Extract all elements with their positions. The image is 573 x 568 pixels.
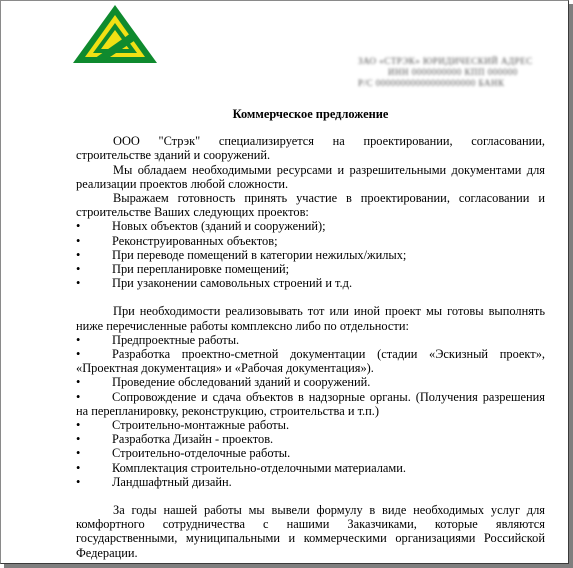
project-types-list <box>76 219 545 290</box>
list-item: • Строительно-монтажные работы. <box>76 418 290 433</box>
bullet-icon: • <box>76 474 81 489</box>
bullet-icon: • <box>76 262 81 277</box>
bullet-icon: • <box>76 446 81 461</box>
intro-paragraph-3: Выражаем готовность принять участие в проектировании, согласовании и строительстве Ваших следующих проектов: <box>76 191 545 220</box>
list-item: • Реконструированных объектов; <box>76 233 278 248</box>
list-item: • Новых объектов (зданий и сооружений); <box>76 219 326 234</box>
document-title: Коммерческое предложение <box>232 107 389 121</box>
company-logo-icon <box>71 3 159 65</box>
page-shadow-right <box>569 4 573 568</box>
bullet-icon: • <box>76 375 81 390</box>
bullet-icon: • <box>76 418 81 433</box>
list-item: • Строительно-отделочные работы. <box>76 446 291 461</box>
bullet-icon: • <box>76 432 81 447</box>
bullet-icon: • <box>76 219 81 234</box>
intro-paragraph-2: Мы обладаем необходимыми ресурсами и разрешительными документами для реализации проектов любой сложности. <box>76 162 545 191</box>
bullet-icon: • <box>76 276 81 291</box>
blurred-address-line-3: Р/С 00000000000000000000 БАНК <box>358 78 505 88</box>
bullet-icon: • <box>76 233 81 248</box>
bullet-icon: • <box>76 347 81 362</box>
list-item: • Предпроектные работы. <box>76 332 240 347</box>
list-item: • При переводе помещений в категории нежилых/жилых; <box>76 247 407 262</box>
list-item: • Разработка Дизайн - проектов. <box>76 432 274 447</box>
middle-paragraph: При необходимости реализовывать тот или иной проект мы готовы выполнять ниже перечисленные работы комплексно либо по отдельности: <box>76 304 545 333</box>
page-shadow-bottom <box>4 564 573 568</box>
list-item: • Разработка проектно-сметной документации (стадии «Эскизный проект», «Проектная документация» и «Рабочая документация»). <box>76 347 545 376</box>
bullet-icon: • <box>76 389 81 404</box>
blurred-address-line-2: ИНН 0000000000 КПП 000000 <box>388 67 518 77</box>
list-item: • Сопровождение и сдача объектов в надзорные органы. (Получения разрешения на перепланировку, реконструкцию, строительства и т.п.) <box>76 389 545 418</box>
blurred-address-line-1: ЗАО «СТРЭК» ЮРИДИЧЕСКИЙ АДРЕС <box>358 56 533 66</box>
bullet-icon: • <box>76 332 81 347</box>
document-body <box>76 107 545 560</box>
list-item: • При перепланировке помещений; <box>76 262 290 277</box>
list-item: • Проведение обследований зданий и сооружений. <box>76 375 371 390</box>
bullet-icon: • <box>76 460 81 475</box>
list-item: • Ландшафтный дизайн. <box>76 474 232 489</box>
closing-paragraph: За годы нашей работы мы вывели формулу в виде необходимых услуг для комфортного сотрудничества с нашими Заказчиками, которые являются государственными, муниципальными и коммерческими организациями Российской Федерации. <box>76 503 545 560</box>
intro-paragraph-1: ООО "Стрэк" специализируется на проектировании, согласовании, строительстве зданий и сооружений. <box>76 134 545 163</box>
list-item: • При узаконении самовольных строений и т.д. <box>76 276 353 291</box>
services-list <box>76 333 545 489</box>
bullet-icon: • <box>76 247 81 262</box>
list-item: • Комплектация строительно-отделочными материалами. <box>76 460 406 475</box>
